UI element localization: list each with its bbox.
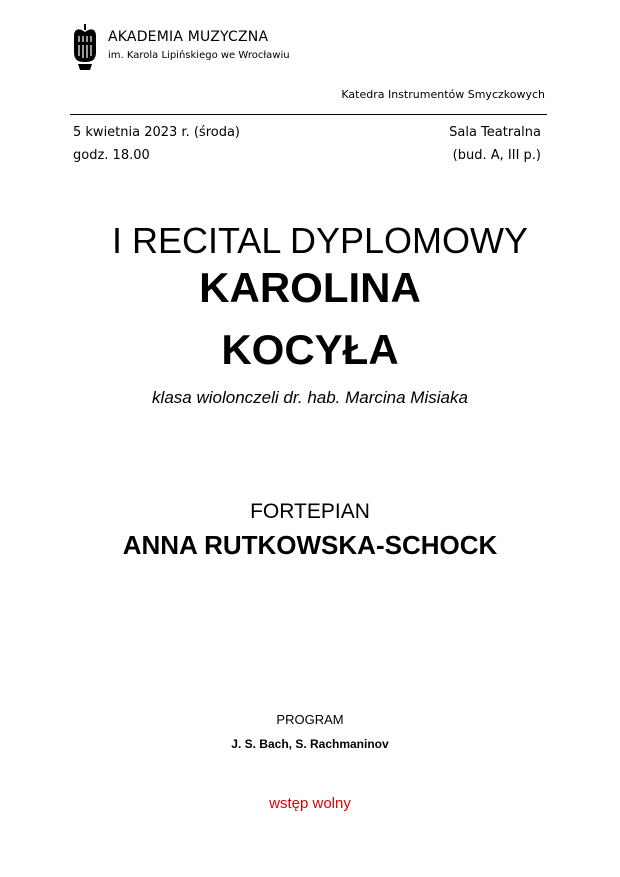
department: Katedra Instrumentów Smyczkowych bbox=[341, 88, 545, 101]
free-entry-note: wstęp wolny bbox=[269, 795, 351, 812]
event-building: (bud. A, III p.) bbox=[452, 148, 541, 163]
event-date: 5 kwietnia 2023 r. (środa) bbox=[73, 125, 241, 140]
pianist-name: ANNA RUTKOWSKA-SCHOCK bbox=[122, 530, 498, 560]
performer-last-name: KOCYŁA bbox=[221, 326, 399, 373]
event-hall: Sala Teatralna bbox=[449, 125, 541, 140]
academy-subtitle: im. Karola Lipińskiego we Wrocławiu bbox=[108, 50, 290, 61]
academy-logo bbox=[70, 22, 100, 72]
class-info: klasa wiolonczeli dr. hab. Marcina Misiaka bbox=[152, 388, 468, 407]
academy-name: AKADEMIA MUZYCZNA bbox=[108, 29, 269, 45]
recital-title: I RECITAL DYPLOMOWY bbox=[111, 220, 529, 261]
performer-first-name: KAROLINA bbox=[199, 264, 421, 311]
program-composers: J. S. Bach, S. Rachmaninov bbox=[231, 737, 389, 751]
header-divider bbox=[70, 114, 547, 115]
piano-label: FORTEPIAN bbox=[250, 500, 370, 523]
program-label: PROGRAM bbox=[276, 712, 344, 727]
performer-name bbox=[0, 264, 620, 374]
event-time: godz. 18.00 bbox=[73, 148, 150, 163]
lyre-logo-icon bbox=[70, 22, 100, 72]
